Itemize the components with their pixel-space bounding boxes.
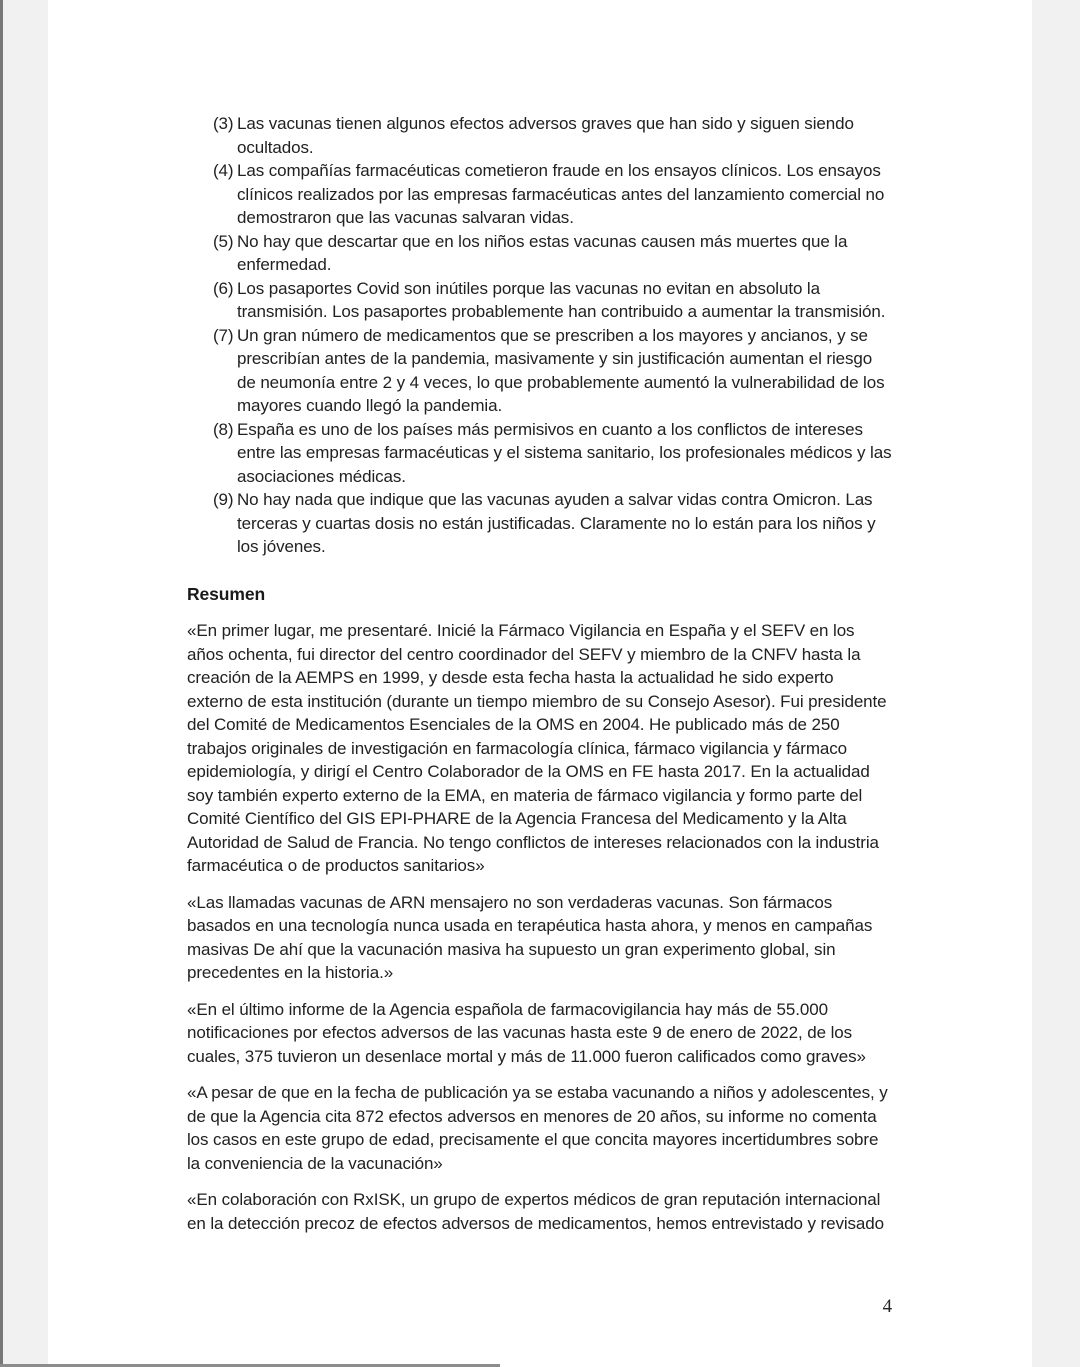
list-item-marker: (9) bbox=[213, 490, 234, 509]
list-item bbox=[213, 277, 892, 324]
list-item-text: No hay que descartar que en los niños estas vacunas causen más muertes que la enfermedad. bbox=[237, 231, 848, 274]
list-item-text: Las compañías farmacéuticas cometieron fraude en los ensayos clínicos. Los ensayos clínicos realizados por las empresas farmacéuticas antes del lanzamiento comercial no demostraron que las vacunas salvaran vidas. bbox=[237, 161, 885, 227]
document-page bbox=[48, 0, 1032, 1367]
list-item-text: Un gran número de medicamentos que se prescriben a los mayores y ancianos, y se prescribían antes de la pandemia, masivamente y sin justificación aumentan el riesgo de neumonía entre 2 y 4 veces, lo que probablemente aumentó la vulnerabilidad de los mayores cuando llegó la pandemia. bbox=[237, 325, 885, 415]
summary-paragraph: «En el último informe de la Agencia española de farmacovigilancia hay más de 55.000 notificaciones por efectos adversos de las vacunas hasta este 9 de enero de 2022, de los cuales, 375 tuvieron un desenlace mortal y más de 11.000 fueron calificados como graves» bbox=[187, 999, 866, 1066]
list-item-text: Las vacunas tienen algunos efectos adversos graves que han sido y siguen siendo ocultados. bbox=[237, 114, 854, 157]
list-item bbox=[213, 230, 892, 277]
list-item-marker: (8) bbox=[213, 419, 234, 439]
list-item-marker: (3) bbox=[213, 114, 234, 133]
list-item-marker: (5) bbox=[213, 231, 234, 251]
summary-paragraph: «Las llamadas vacunas de ARN mensajero no son verdaderas vacunas. Son fármacos basados en una tecnología nunca usada en terapéutica hasta ahora, y menos en campañas masivas De ahí que la vacunación masiva ha supuesto un gran experimento global, sin precedentes en la historia.» bbox=[187, 892, 873, 982]
summary-paragraph: «A pesar de que en la fecha de publicación ya se estaba vacunando a niños y adolescentes, y de que la Agencia cita 872 efectos adversos en menores de 20 años, su informe no comenta los casos en este grupo de edad, precisamente el que concita mayores incertidumbres sobre la conveniencia de la vacunación» bbox=[187, 1083, 888, 1173]
list-item bbox=[213, 488, 892, 559]
summary-paragraph: «En colaboración con RxISK, un grupo de expertos médicos de gran reputación internacional en la detección precoz de efectos adversos de medicamentos, hemos entrevistado y revisado bbox=[187, 1190, 884, 1233]
list-item-marker: (6) bbox=[213, 278, 234, 298]
list-item bbox=[213, 324, 892, 418]
list-item-marker: (7) bbox=[213, 325, 234, 345]
page-number: 4 bbox=[882, 1296, 892, 1317]
list-item-marker: (4) bbox=[213, 161, 234, 180]
viewer-right-margin bbox=[1032, 0, 1080, 1367]
section-heading: Resumen bbox=[187, 583, 266, 604]
list-item bbox=[213, 418, 892, 489]
window-left-edge bbox=[0, 0, 3, 1367]
list-item bbox=[213, 159, 892, 230]
list-item bbox=[213, 112, 892, 159]
numbered-list bbox=[213, 112, 892, 559]
list-item-text: España es uno de los países más permisivos en cuanto a los conflictos de intereses entre las empresas farmacéuticas y el sistema sanitario, los profesionales médicos y las asociaciones médicas. bbox=[237, 419, 892, 486]
list-item-text: No hay nada que indique que las vacunas ayuden a salvar vidas contra Omicron. Las terceras y cuartas dosis no están justificadas. Claramente no lo están para los niños y los jóvenes. bbox=[237, 490, 876, 556]
list-item-text: Los pasaportes Covid son inútiles porque las vacunas no evitan en absoluto la transmisión. Los pasaportes probablemente han contribuido a aumentar la transmisión. bbox=[237, 278, 886, 321]
summary-paragraph: «En primer lugar, me presentaré. Inicié la Fármaco Vigilancia en España y el SEFV en los años ochenta, fui director del centro coordinador del SEFV y miembro de la CNFV hasta la creación de la AEMPS en 1999, y desde esta fecha hasta la actualidad he sido experto externo de esta institución (durante un tiempo miembro de su Consejo Asesor). Fui presidente del Comité de Medicamentos Esenciales de la OMS en 2004. He publicado más de 250 trabajos originales de investigación en farmacología clínica, fármaco vigilancia y fármaco epidemiología, y dirigí el Centro Colaborador de la OMS en FE hasta 2017. En la actualidad soy también experto externo de la EMA, en materia de fármaco vigilancia y formo parte del Comité Científico del GIS EPI-PHARE de la Agencia Francesa del Medicamento y la Alta Autoridad de Salud de Francia. No tengo conflictos de intereses relacionados con la industria farmacéutica o de productos sanitarios» bbox=[187, 621, 887, 875]
viewer-left-margin bbox=[0, 0, 48, 1367]
